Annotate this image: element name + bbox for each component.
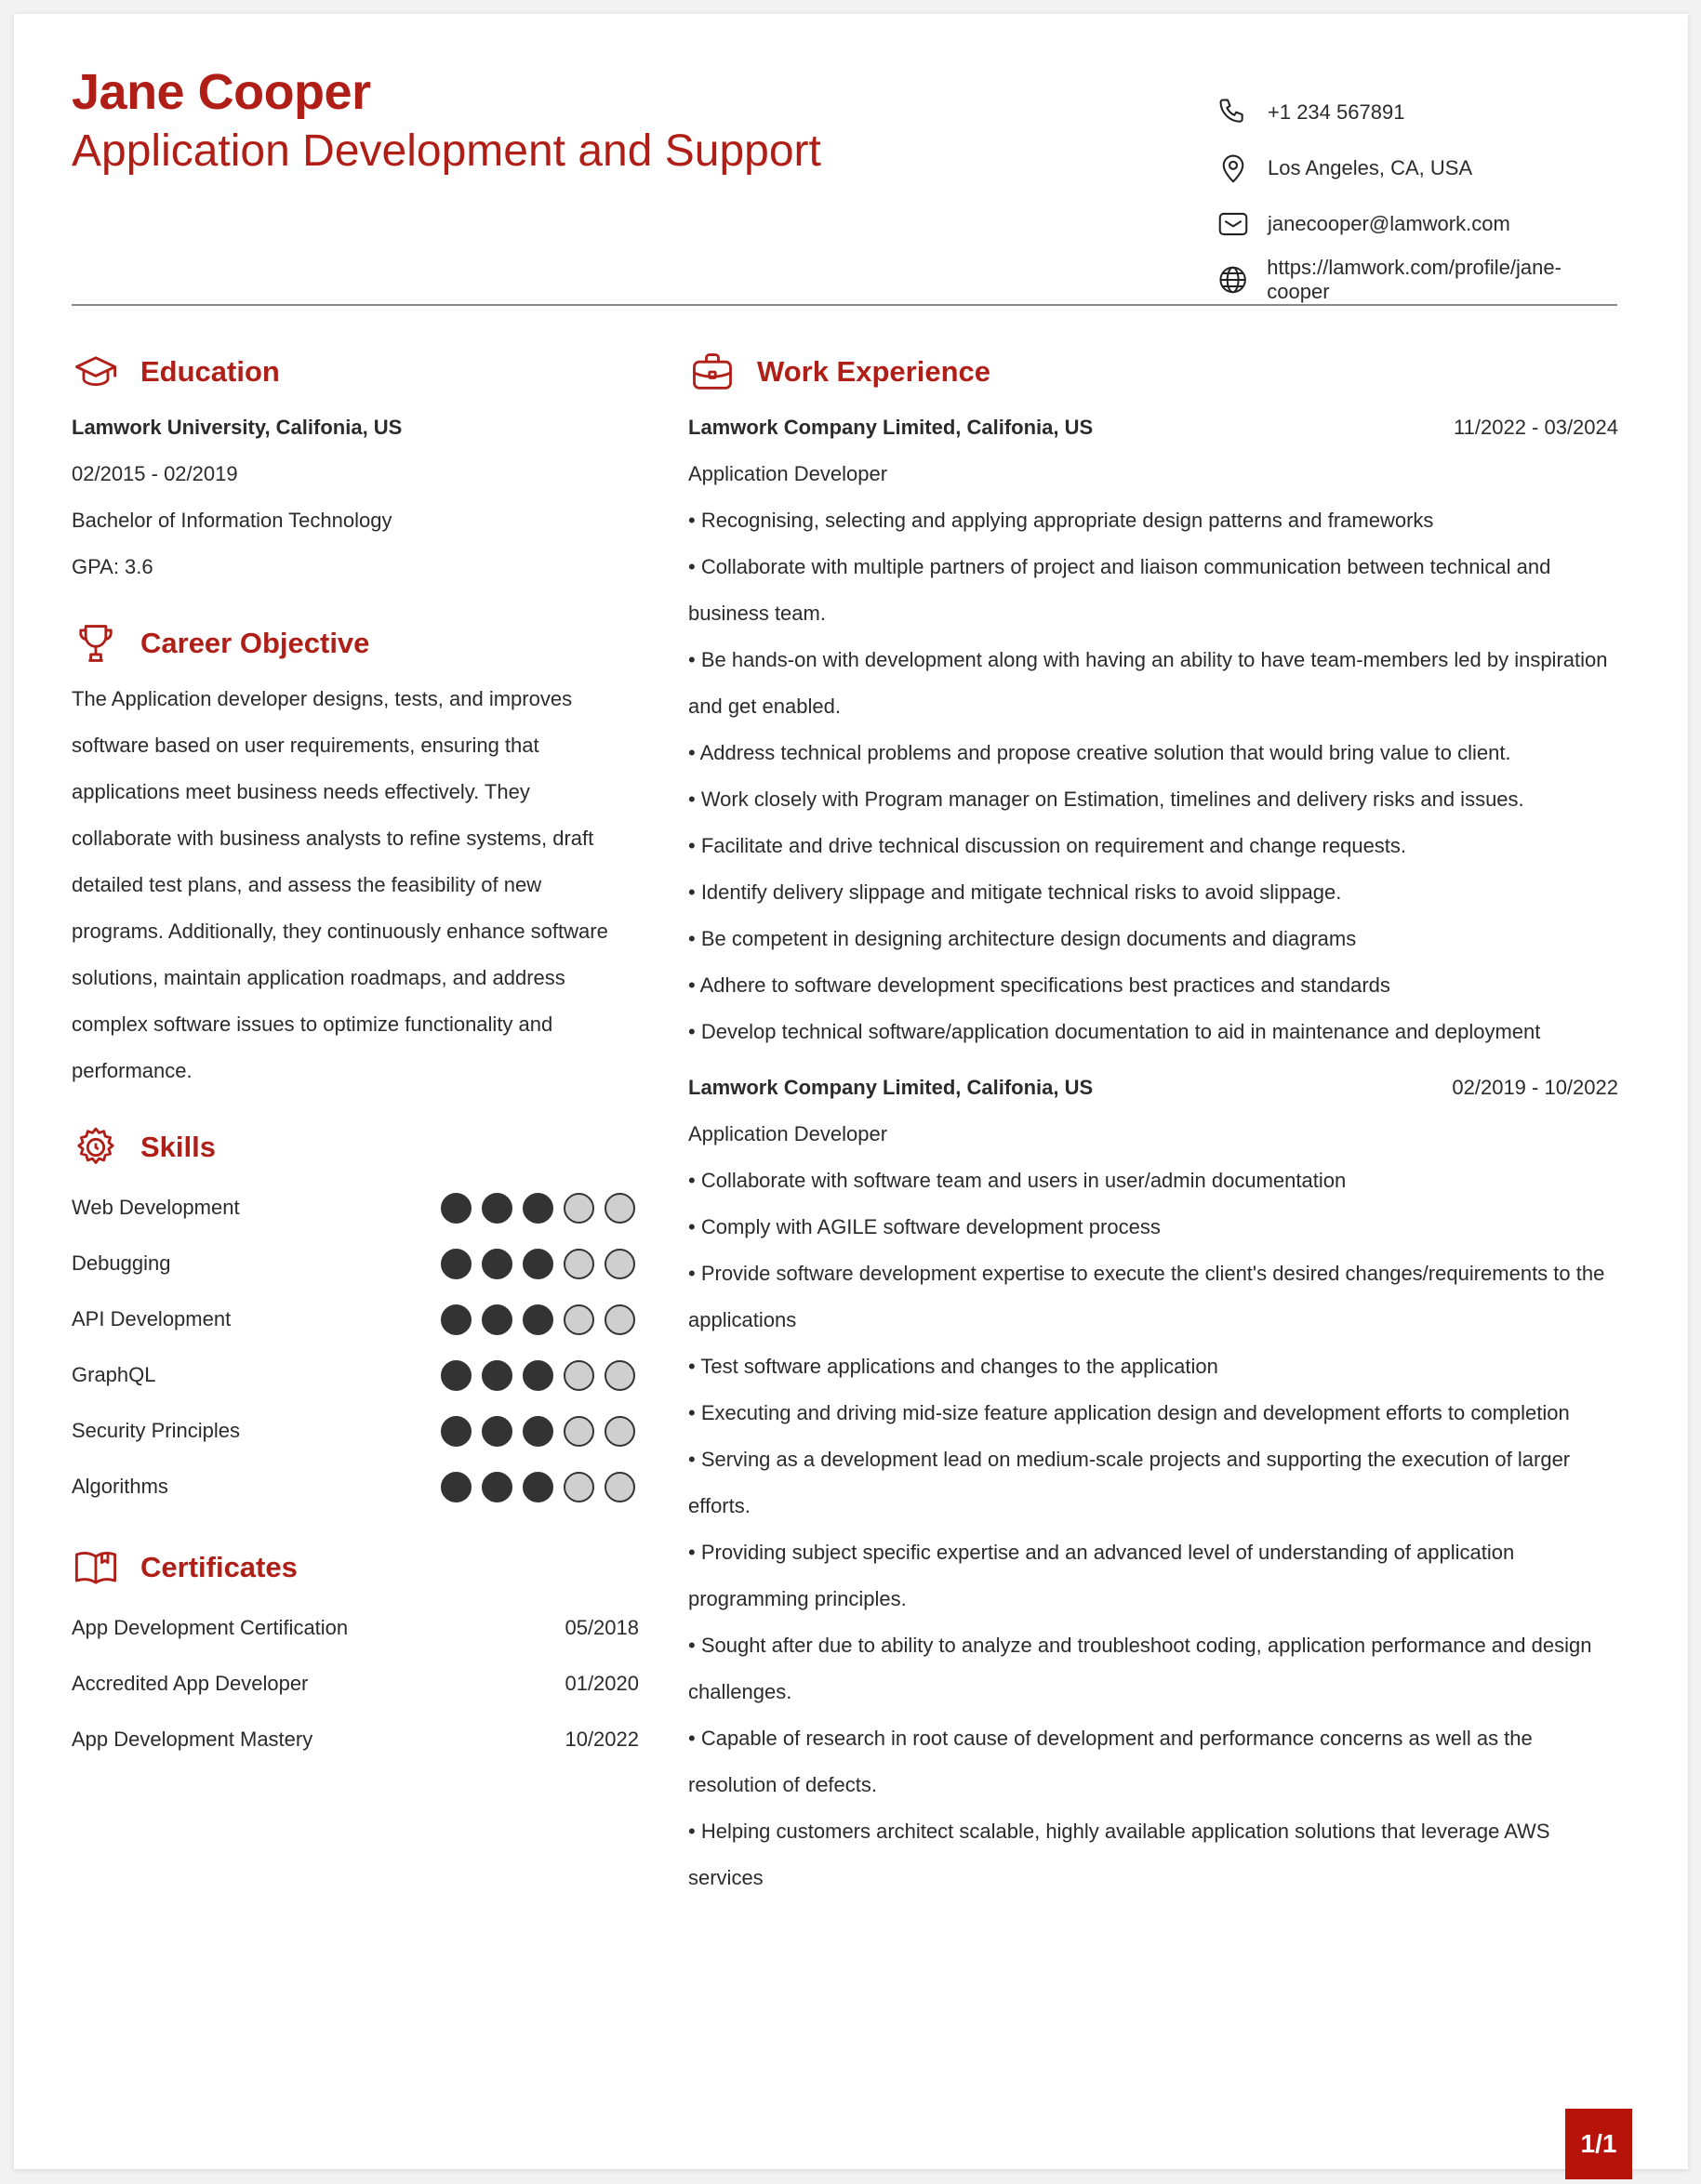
rating-dot-filled — [482, 1193, 512, 1224]
education-section — [72, 339, 639, 590]
certificates-header — [72, 1535, 639, 1600]
rating-dot-empty — [564, 1416, 594, 1447]
certificate-date: 05/2018 — [565, 1616, 639, 1639]
skill-row — [72, 1180, 639, 1236]
job-bullet: • Sought after due to ability to analyze and troubleshoot coding, application performance and design challenges. — [688, 1634, 1592, 1703]
objective-section — [72, 611, 639, 1094]
contact-location — [1216, 140, 1617, 196]
work-header — [688, 339, 1618, 404]
work-title: Work Experience — [757, 355, 990, 388]
job-bullet: • Provide software development expertise to execute the client's desired changes/requirements to the applications — [688, 1262, 1605, 1331]
certificate-row — [72, 1656, 639, 1712]
job-bullet: • Develop technical software/application documentation to aid in maintenance and deployment — [688, 1020, 1541, 1043]
rating-dot-filled — [523, 1472, 553, 1502]
rating-dot-filled — [441, 1249, 472, 1279]
location-text: Los Angeles, CA, USA — [1268, 156, 1473, 179]
certificate-row — [72, 1600, 639, 1656]
skill-row — [72, 1291, 639, 1347]
job-bullet: • Be competent in designing architecture design documents and diagrams — [688, 927, 1357, 950]
skill-row — [72, 1403, 639, 1459]
skill-name: Web Development — [72, 1196, 240, 1219]
skills-header — [72, 1115, 639, 1180]
skill-rating — [441, 1249, 635, 1279]
skill-name: Algorithms — [72, 1475, 168, 1498]
resume-page — [14, 14, 1688, 2169]
objective-text: The Application developer designs, tests, and improves software based on user requirements, ensuring that applications meet business needs effectively. They collaborate with business analysts to refine systems, draft detailed test plans, and assess the feasibility of new programs. Additionally, they continuously enhance software solutions, maintain application roadmaps, and address complex software issues to optimize functionality and performance. — [72, 687, 608, 1082]
job-bullet: • Capable of research in root cause of development and performance concerns as well as the resolution of defects. — [688, 1727, 1533, 1796]
skill-rating — [441, 1416, 635, 1447]
certificates-section — [72, 1535, 639, 1767]
rating-dot-empty — [605, 1304, 635, 1335]
skill-row — [72, 1347, 639, 1403]
job-bullet: • Helping customers architect scalable, highly available application solutions that leverage AWS services — [688, 1820, 1550, 1889]
education-gpa: GPA: 3.6 — [72, 555, 153, 578]
open-book-icon — [72, 1543, 120, 1592]
rating-dot-empty — [605, 1472, 635, 1502]
skill-rating — [441, 1193, 635, 1224]
skill-rating — [441, 1360, 635, 1391]
certificate-date: 01/2020 — [565, 1672, 639, 1695]
location-pin-icon — [1216, 151, 1251, 186]
rating-dot-filled — [441, 1304, 472, 1335]
rating-dot-empty — [564, 1472, 594, 1502]
certificate-row — [72, 1712, 639, 1767]
education-school: Lamwork University, Califonia, US — [72, 416, 403, 439]
job-bullet: • Work closely with Program manager on Estimation, timelines and delivery risks and issues. — [688, 788, 1524, 811]
objective-title: Career Objective — [140, 627, 370, 659]
education-degree: Bachelor of Information Technology — [72, 509, 392, 532]
rating-dot-filled — [523, 1304, 553, 1335]
rating-dot-filled — [523, 1193, 553, 1224]
left-column — [72, 339, 639, 1767]
job-header — [688, 1065, 1618, 1111]
contact-website — [1216, 252, 1617, 308]
rating-dot-filled — [523, 1360, 553, 1391]
rating-dot-filled — [523, 1416, 553, 1447]
rating-dot-empty — [605, 1249, 635, 1279]
job-company: Lamwork Company Limited, Califonia, US — [688, 416, 1094, 439]
skills-section — [72, 1115, 639, 1515]
certificate-date: 10/2022 — [565, 1727, 639, 1751]
certificate-list — [72, 1600, 639, 1767]
rating-dot-filled — [441, 1193, 472, 1224]
skill-rating — [441, 1472, 635, 1502]
objective-header — [72, 611, 639, 676]
globe-icon — [1216, 262, 1250, 298]
rating-dot-empty — [605, 1416, 635, 1447]
skills-list — [72, 1180, 639, 1515]
rating-dot-empty — [605, 1360, 635, 1391]
skill-name: API Development — [72, 1307, 232, 1330]
rating-dot-filled — [482, 1472, 512, 1502]
phone-text: +1 234 567891 — [1268, 100, 1405, 124]
job-bullet: • Providing subject specific expertise and an advanced level of understanding of application programming principles. — [688, 1541, 1515, 1610]
job-company: Lamwork Company Limited, Califonia, US — [688, 1076, 1094, 1099]
skill-rating — [441, 1304, 635, 1335]
job-bullet: • Be hands-on with development along with having an ability to have team-members led by inspiration and get enabled. — [688, 648, 1608, 718]
skill-name: Security Principles — [72, 1419, 240, 1442]
mail-icon — [1216, 206, 1251, 242]
job-entry — [688, 404, 1618, 1055]
job-dates: 02/2019 - 10/2022 — [1452, 1076, 1618, 1099]
job-bullet: • Adhere to software development specifications best practices and standards — [688, 973, 1390, 997]
rating-dot-filled — [523, 1249, 553, 1279]
rating-dot-empty — [605, 1193, 635, 1224]
rating-dot-filled — [441, 1416, 472, 1447]
education-dates: 02/2015 - 02/2019 — [72, 462, 238, 485]
education-header — [72, 339, 639, 404]
contact-phone — [1216, 85, 1617, 140]
contact-list — [1216, 85, 1617, 308]
job-role: Application Developer — [688, 462, 888, 485]
email-text[interactable]: janecooper@lamwork.com — [1268, 212, 1510, 235]
resume-header — [72, 62, 1617, 306]
candidate-title: Application Development and Support — [72, 126, 821, 176]
briefcase-icon — [688, 348, 737, 396]
job-bullet: • Collaborate with software team and users in user/admin documentation — [688, 1169, 1347, 1192]
job-header — [688, 404, 1618, 451]
job-bullet: • Comply with AGILE software development process — [688, 1215, 1161, 1238]
phone-icon — [1216, 95, 1251, 130]
rating-dot-filled — [482, 1360, 512, 1391]
rating-dot-filled — [482, 1249, 512, 1279]
job-bullet: • Test software applications and changes to the application — [688, 1355, 1218, 1378]
candidate-name: Jane Cooper — [72, 64, 371, 120]
job-entry — [688, 1065, 1618, 1901]
trophy-icon — [72, 619, 120, 668]
rating-dot-filled — [441, 1360, 472, 1391]
skill-name: GraphQL — [72, 1363, 156, 1386]
certificate-name: App Development Certification — [72, 1616, 349, 1639]
job-list — [688, 404, 1618, 1901]
rating-dot-filled — [482, 1304, 512, 1335]
skill-name: Debugging — [72, 1251, 171, 1275]
job-bullet: • Recognising, selecting and applying appropriate design patterns and frameworks — [688, 509, 1434, 532]
rating-dot-empty — [564, 1360, 594, 1391]
skill-row — [72, 1236, 639, 1291]
gear-icon — [72, 1123, 120, 1171]
education-title: Education — [140, 355, 280, 388]
job-bullet: • Collaborate with multiple partners of project and liaison communication between technical and business team. — [688, 555, 1551, 625]
certificate-name: App Development Mastery — [72, 1727, 313, 1751]
right-column — [688, 339, 1618, 1911]
website-link[interactable]: https://lamwork.com/profile/jane-cooper — [1267, 256, 1561, 303]
job-bullet: • Address technical problems and propose creative solution that would bring value to client. — [688, 741, 1511, 764]
certificates-title: Certificates — [140, 1551, 298, 1583]
skills-title: Skills — [140, 1131, 216, 1163]
rating-dot-filled — [441, 1472, 472, 1502]
job-dates: 11/2022 - 03/2024 — [1454, 416, 1618, 439]
rating-dot-filled — [482, 1416, 512, 1447]
job-bullet: • Identify delivery slippage and mitigate technical risks to avoid slippage. — [688, 880, 1342, 904]
page-indicator: 1/1 — [1565, 2109, 1632, 2179]
contact-email — [1216, 196, 1617, 252]
job-bullet: • Executing and driving mid-size feature application design and development efforts to completion — [688, 1401, 1570, 1424]
graduation-cap-icon — [72, 348, 120, 396]
rating-dot-empty — [564, 1249, 594, 1279]
rating-dot-empty — [564, 1193, 594, 1224]
skill-row — [72, 1459, 639, 1515]
rating-dot-empty — [564, 1304, 594, 1335]
job-role: Application Developer — [688, 1122, 888, 1145]
job-bullet: • Serving as a development lead on medium-scale projects and supporting the execution of larger efforts. — [688, 1448, 1571, 1517]
certificate-name: Accredited App Developer — [72, 1672, 309, 1695]
job-bullet: • Facilitate and drive technical discussion on requirement and change requests. — [688, 834, 1407, 857]
